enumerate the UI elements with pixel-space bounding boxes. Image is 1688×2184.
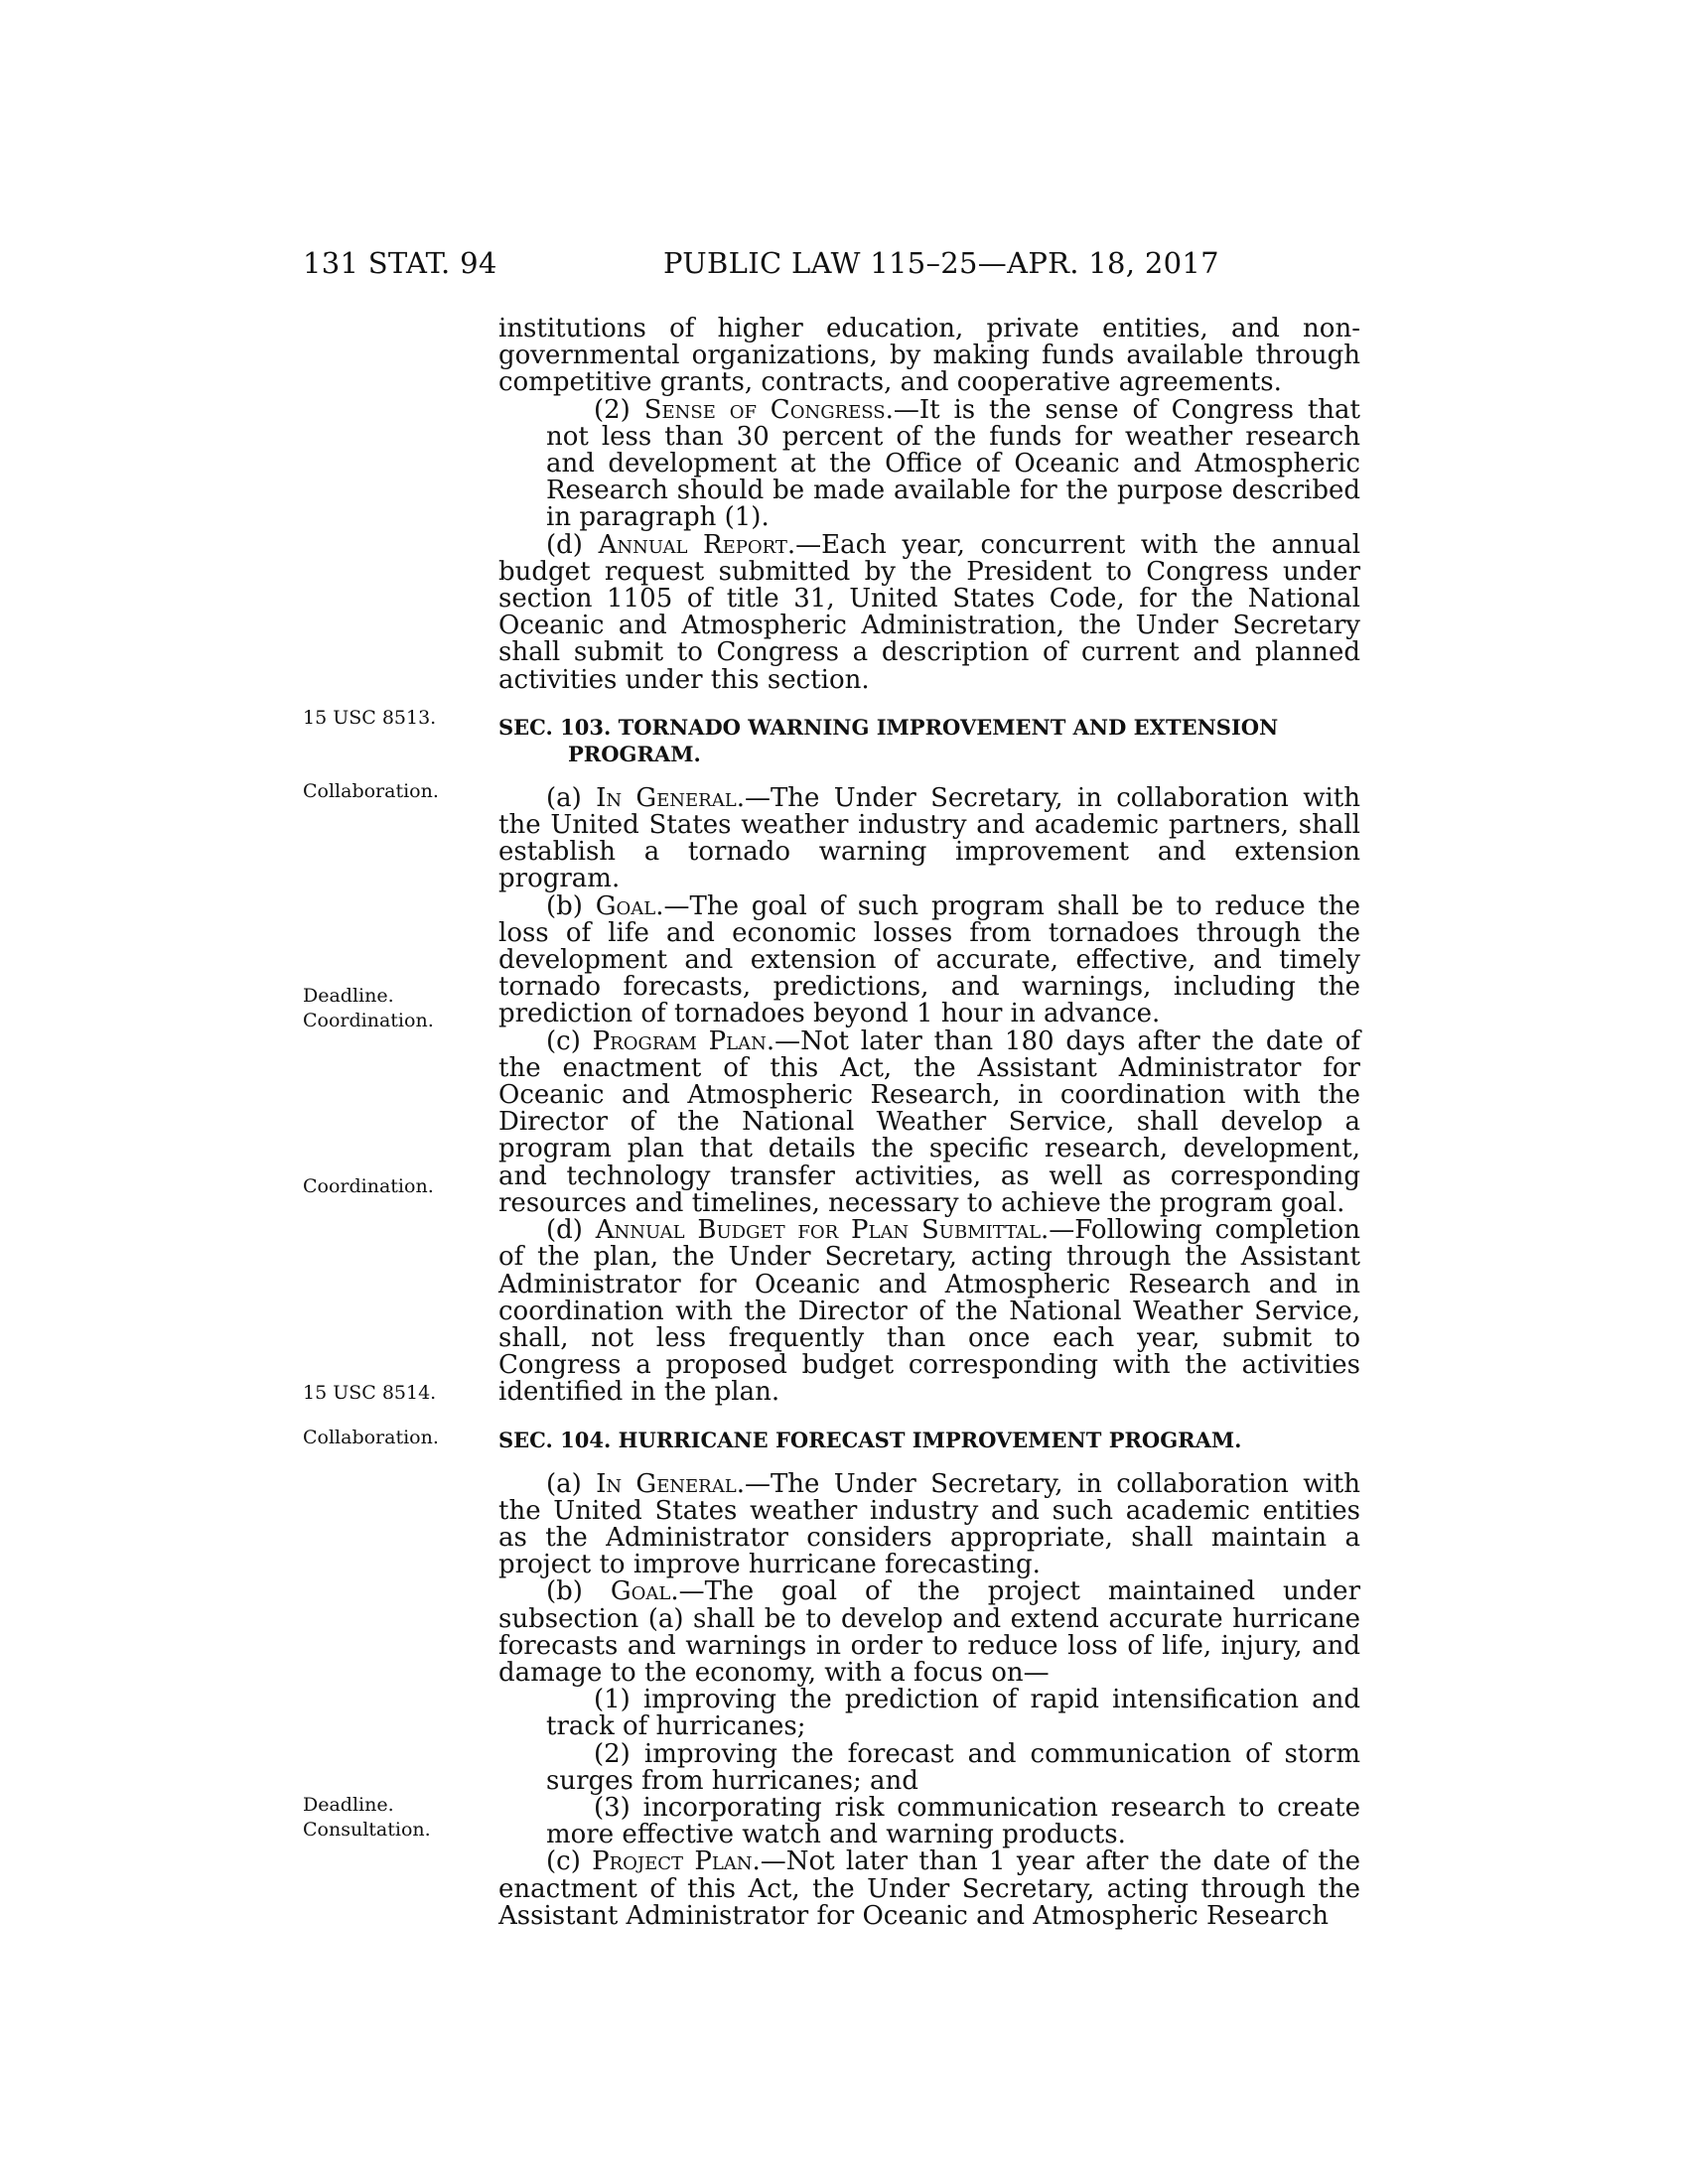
subsection-text: .—Following completion of the plan, the Under Secretary, acting through the Assistant Administrator for Oceanic and Atmospheric Research and in coordination with the Director of the National Weather Service, shall, not less frequently than once each year, submit to Congress a proposed budget corresponding with the activities identified in the plan. <box>498 1215 1360 1408</box>
subsection-heading: Annual Budget for Plan Submittal <box>595 1215 1042 1246</box>
margin-note-usc-8513: 15 USC 8513. <box>303 707 437 729</box>
margin-note-collaboration: Collaboration. <box>303 780 439 802</box>
paragraph-item-1: (1) improving the prediction of rapid intensification and track of hurricanes; <box>546 1685 1360 1742</box>
subsection-text: .—Each year, concurrent with the annual budget request submitted by the President to Congress under section 1105 of title 31, United States Code, for the National Oceanic and Atmospheric Administration, the Under Secretary shall submit to Congress a description of current and planned activities under this section. <box>498 529 1361 695</box>
subsection-label: (b) <box>546 890 596 921</box>
subsection-heading: Project Plan <box>592 1846 753 1877</box>
subsection-in-general <box>498 782 1360 894</box>
subsection-label: (b) <box>546 1576 611 1607</box>
paragraph-continuation: institutions of higher education, private entities, and non-governmental organizations, by making funds available through competitive grants, contracts, and cooperative agreements. <box>498 314 1360 398</box>
margin-note-deadline-2: Deadline. <box>303 1794 394 1816</box>
margin-note-collaboration-2: Collaboration. <box>303 1427 439 1448</box>
paragraph-text: .—It is the sense of Congress that not less than 30 percent of the funds for weather research and development at the Office of Oceanic and Atmospheric Research should be made available for the purpose described in paragraph (1). <box>546 394 1361 533</box>
body-text <box>498 316 1360 1930</box>
stat-page-number: 131 STAT. 94 <box>303 246 497 280</box>
subsection-text: .—Not later than 180 days after the date of the enactment of this Act, the Assistant Administrator for Oceanic and Atmospheric Research, in coordination with the Director of the National Weather Service, shall develop a program plan that details the specific research, development, and technology transfer activities, as well as corresponding resources and timelines, necessary to achieve the program goal. <box>498 1025 1360 1218</box>
subsection-project-plan <box>498 1848 1360 1930</box>
subsection-label: (d) <box>546 529 599 560</box>
subsection-heading: Goal <box>610 1576 671 1607</box>
subsection-label: (c) <box>546 1846 593 1877</box>
subsection-in-general-104 <box>498 1468 1360 1580</box>
subsection-heading: In General <box>596 782 737 813</box>
margin-note-deadline: Deadline. <box>303 985 394 1007</box>
subsection-label: (d) <box>546 1215 596 1246</box>
section-heading-103: SEC. 103. TORNADO WARNING IMPROVEMENT AND EXTENSION PROGRAM. <box>498 714 1279 766</box>
subsection-heading: Program Plan <box>592 1025 767 1056</box>
subsection-label: (a) <box>546 1468 597 1499</box>
subsection-text: .—The Under Secretary, in collaboration with the United States weather industry and academic partners, shall establish a tornado warning improvement and extension program. <box>498 782 1360 894</box>
subsection-program-plan <box>498 1025 1360 1218</box>
subsection-heading: In General <box>596 1468 737 1499</box>
section-heading-104: SEC. 104. HURRICANE FORECAST IMPROVEMENT PROGRAM. <box>498 1427 1242 1452</box>
margin-note-coordination-2: Coordination. <box>303 1175 434 1197</box>
subsection-label: (c) <box>546 1025 593 1056</box>
paragraph-sense-of-congress <box>498 394 1361 533</box>
subsection-annual-budget <box>498 1217 1360 1406</box>
law-title: PUBLIC LAW 115–25—APR. 18, 2017 <box>663 246 1219 280</box>
page-header <box>0 246 1688 286</box>
subsection-heading: Annual Report <box>598 529 787 560</box>
subsection-annual-report <box>498 529 1361 695</box>
paragraph-item-3: (3) incorporating risk communication research to create more effective watch and warning products. <box>546 1792 1360 1850</box>
margin-note-consultation: Consultation. <box>303 1819 431 1841</box>
subsection-label: (a) <box>546 782 597 813</box>
subsection-text: .—The goal of the project maintained under subsection (a) shall be to develop and extend accurate hurricane forecasts and warnings in order to reduce loss of life, injury, and damage to the economy, with a focus on— <box>498 1576 1360 1688</box>
subsection-goal-104 <box>498 1578 1360 1687</box>
subsection-text: .—Not later than 1 year after the date of the enactment of this Act, the Under Secretary, acting through the Assistant Administrator for Oceanic and Atmospheric Research <box>498 1846 1360 1931</box>
subsection-heading: Goal <box>595 890 656 921</box>
subsection-text: .—The goal of such program shall be to reduce the loss of life and economic losses from tornadoes through the development and extension of accurate, effective, and timely tornado forecasts, predictions, and warnings, including the prediction of tornadoes beyond 1 hour in advance. <box>498 890 1360 1029</box>
subsection-goal <box>498 890 1360 1029</box>
margin-note-coordination: Coordination. <box>303 1010 434 1031</box>
paragraph-item-2: (2) improving the forecast and communication of storm surges from hurricanes; and <box>546 1738 1360 1796</box>
paragraph-heading: Sense of Congress <box>643 394 886 425</box>
paragraph-label: (2) <box>594 394 644 425</box>
margin-note-usc-8514: 15 USC 8514. <box>303 1382 437 1404</box>
subsection-text: .—The Under Secretary, in collaboration with the United States weather industry and such academic entities as the Administrator considers appropriate, shall maintain a project to improve hurricane forecasting. <box>498 1468 1360 1580</box>
